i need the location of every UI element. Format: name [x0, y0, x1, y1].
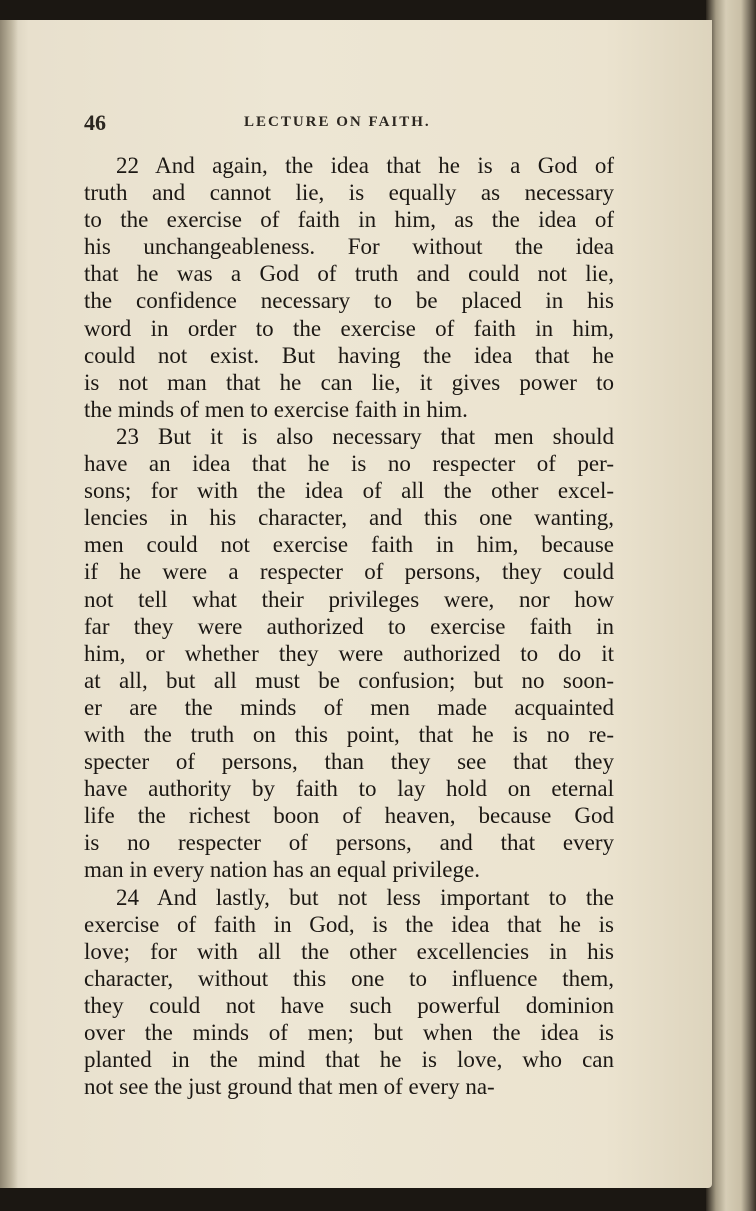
text-line: is no respecter of persons, and that every	[84, 830, 614, 856]
body-text	[84, 152, 614, 1100]
text-line: sons; for with the idea of all the other excel-	[84, 478, 614, 504]
text-line: exercise of faith in God, is the idea that he is	[84, 911, 614, 937]
text-line: truth and cannot lie, is equally as necessary	[84, 180, 614, 206]
text-line: with the truth on this point, that he is no re-	[84, 721, 614, 747]
page-gutter-shadow	[0, 20, 18, 1188]
text-line: have an idea that he is no respecter of per-	[84, 451, 614, 477]
text-line: word in order to the exercise of faith in him,	[84, 315, 614, 341]
book-back-cover-edge	[706, 0, 756, 1211]
text-line: is not man that he can lie, it gives power to	[84, 369, 614, 395]
text-line: him, or whether they were authorized to do it	[84, 640, 614, 666]
paragraph	[84, 423, 614, 884]
text-line: the confidence necessary to be placed in his	[84, 288, 614, 314]
text-line: love; for with all the other excellencies in his	[84, 938, 614, 964]
text-line: planted in the mind that he is love, who can	[84, 1047, 614, 1073]
text-line: at all, but all must be confusion; but no soon-	[84, 667, 614, 693]
text-line: could not exist. But having the idea that he	[84, 342, 614, 368]
text-line: not tell what their privileges were, nor how	[84, 586, 614, 612]
text-line: er are the minds of men made acquainted	[84, 694, 614, 720]
text-line: specter of persons, than they see that they	[84, 749, 614, 775]
page-header	[84, 110, 614, 140]
text-line: 22 And again, the idea that he is a God of	[116, 153, 614, 178]
running-head: LECTURE ON FAITH.	[244, 114, 431, 130]
text-line: his unchangeableness. For without the idea	[84, 234, 614, 260]
text-line: over the minds of men; but when the idea is	[84, 1020, 614, 1045]
text-line: have authority by faith to lay hold on eternal	[84, 776, 614, 802]
text-line: 24 And lastly, but not less important to the	[116, 884, 614, 910]
text-line: the minds of men to exercise faith in him.	[84, 396, 468, 422]
paragraph	[84, 152, 614, 423]
text-line: they could not have such powerful dominion	[84, 992, 614, 1018]
text-line: men could not exercise faith in him, because	[84, 532, 614, 558]
text-line: lencies in his character, and this one wanting,	[84, 505, 614, 531]
page-number: 46	[84, 110, 106, 135]
text-line: if he were a respecter of persons, they could	[84, 559, 614, 585]
paragraph	[84, 884, 614, 1101]
text-line: not see the just ground that men of every na-	[84, 1074, 495, 1100]
text-line: far they were authorized to exercise faith in	[84, 613, 614, 639]
text-line: that he was a God of truth and could not lie,	[84, 261, 614, 287]
text-line: life the richest boon of heaven, because God	[84, 803, 614, 829]
text-line: 23 But it is also necessary that men should	[116, 423, 614, 449]
text-line: character, without this one to influence them,	[84, 965, 614, 991]
text-line: man in every nation has an equal privilege.	[84, 857, 480, 883]
text-line: to the exercise of faith in him, as the idea of	[84, 207, 614, 233]
